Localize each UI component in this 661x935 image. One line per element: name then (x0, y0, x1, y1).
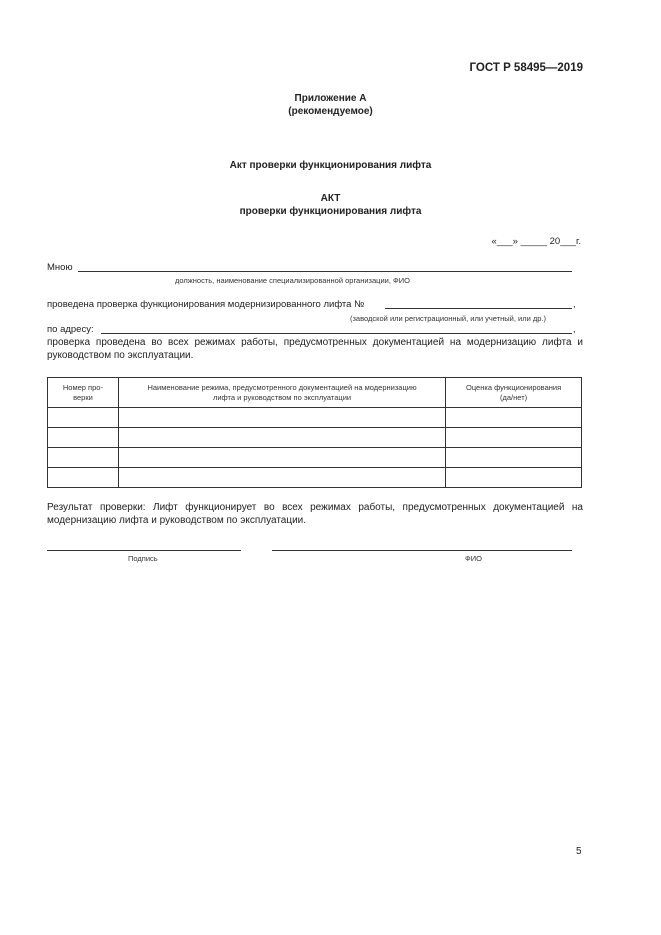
table-header-evaluation: Оценка функционирования (да/нет) (446, 378, 582, 408)
table-cell (446, 448, 582, 468)
table-cell (446, 468, 582, 488)
table-cell (48, 428, 119, 448)
table-cell (48, 408, 119, 428)
section-title: Акт проверки функционирования лифта (229, 160, 432, 171)
table-header-row (48, 378, 582, 408)
table-cell (118, 408, 445, 428)
act-subtitle: проверки функционирования лифта (239, 206, 422, 217)
page-number: 5 (576, 846, 582, 857)
performed-by-line (78, 271, 572, 272)
table-row (48, 448, 582, 468)
table-row (48, 468, 582, 488)
appendix-title: Приложение А (294, 93, 367, 104)
check-continuation: проверка проведена во всех режимах работы, предусмотренных документацией на модернизацию лифта и руководством по эксплуатации. (47, 337, 583, 361)
table-cell (118, 468, 445, 488)
name-caption: ФИО (465, 554, 482, 563)
standard-number: ГОСТ Р 58495—2019 (469, 62, 583, 74)
table-cell (118, 448, 445, 468)
table-cell (48, 468, 119, 488)
lift-number-line (385, 308, 572, 309)
result-text: Результат проверки: Лифт функционирует во всех режимах работы, предусмотренных документацией на модернизацию лифта и руководством по эксплуатации. (47, 502, 583, 526)
table-cell (446, 408, 582, 428)
signature-caption: Подпись (128, 554, 158, 563)
check-table (47, 377, 582, 488)
date-line: «___» _____ 20___г. (491, 236, 581, 247)
check-end: , (573, 299, 576, 310)
address-end: , (573, 324, 576, 335)
table-header-mode: Наименование режима, предусмотренного документацией на модернизацию лифта и руководством по эксплуатации (118, 378, 445, 408)
signature-line (47, 550, 241, 551)
table-cell (48, 448, 119, 468)
check-label: проведена проверка функционирования модернизированного лифта № (47, 299, 365, 310)
performed-by-caption: должность, наименование специализированной организации, ФИО (175, 276, 410, 285)
table-header-number: Номер про- верки (48, 378, 119, 408)
table-cell (118, 428, 445, 448)
act-title: АКТ (320, 193, 341, 204)
appendix-subtitle: (рекомендуемое) (288, 106, 373, 117)
lift-number-caption: (заводской или регистрационный, или учетный, или др.) (350, 314, 546, 323)
table-cell (446, 428, 582, 448)
table-row (48, 428, 582, 448)
address-label: по адресу: (47, 324, 94, 335)
performed-by-label: Мною (47, 262, 73, 273)
name-line (272, 550, 572, 551)
table-row (48, 408, 582, 428)
address-line (101, 333, 572, 334)
